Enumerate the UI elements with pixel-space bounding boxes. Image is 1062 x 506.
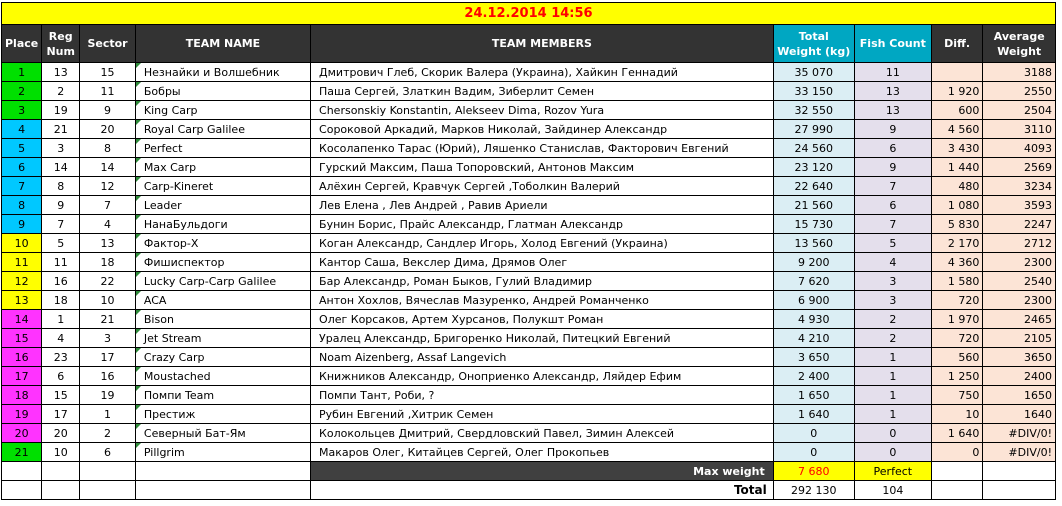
sector-cell[interactable]: 17	[80, 348, 136, 367]
total-weight-cell[interactable]: 13 560	[773, 234, 854, 253]
team-name-cell[interactable]: Perfect	[135, 139, 310, 158]
reg-num-cell[interactable]: 3	[42, 139, 80, 158]
header-team-name[interactable]: TEAM NAME	[135, 25, 310, 63]
total-weight-cell[interactable]: 35 070	[773, 63, 854, 82]
place-cell[interactable]: 12	[2, 272, 42, 291]
place-cell[interactable]: 8	[2, 196, 42, 215]
team-name-cell[interactable]: Jet Stream	[135, 329, 310, 348]
reg-num-cell[interactable]: 18	[42, 291, 80, 310]
team-name-cell[interactable]: Фактор-Х	[135, 234, 310, 253]
table-row	[2, 101, 1056, 120]
team-members-cell[interactable]: Дмитрович Глеб, Скорик Валера (Украина), Хайкин Геннадий	[311, 63, 774, 82]
fish-count-cell[interactable]: 1	[854, 386, 931, 405]
place-cell[interactable]: 3	[2, 101, 42, 120]
total-weight-cell[interactable]: 0	[773, 424, 854, 443]
empty-cell[interactable]	[135, 481, 310, 500]
empty-cell[interactable]	[931, 481, 983, 500]
table-row	[2, 177, 1056, 196]
average-weight-cell[interactable]: 2550	[983, 82, 1056, 101]
diff-cell[interactable]: 480	[931, 177, 983, 196]
header-average-weight[interactable]: Average Weight	[983, 25, 1056, 63]
fish-count-cell[interactable]: 6	[854, 139, 931, 158]
place-cell[interactable]: 17	[2, 367, 42, 386]
average-weight-cell[interactable]: 3110	[983, 120, 1056, 139]
sector-cell[interactable]: 2	[80, 424, 136, 443]
place-cell[interactable]: 11	[2, 253, 42, 272]
reg-num-cell[interactable]: 10	[42, 443, 80, 462]
sector-cell[interactable]: 4	[80, 215, 136, 234]
empty-cell[interactable]	[135, 462, 310, 481]
fish-count-cell[interactable]: 3	[854, 272, 931, 291]
team-members-cell[interactable]: Кантор Саша, Векслер Дима, Дрямов Олег	[311, 253, 774, 272]
team-name-cell[interactable]: Max Carp	[135, 158, 310, 177]
diff-cell[interactable]: 720	[931, 291, 983, 310]
team-members-cell[interactable]: Сороковой Аркадий, Марков Николай, Зайдинер Александр	[311, 120, 774, 139]
empty-cell[interactable]	[42, 462, 80, 481]
reg-num-cell[interactable]: 15	[42, 386, 80, 405]
empty-cell[interactable]	[2, 481, 42, 500]
table-row	[2, 291, 1056, 310]
team-members-cell[interactable]: Noam Aizenberg, Assaf Langevich	[311, 348, 774, 367]
sector-cell[interactable]: 11	[80, 82, 136, 101]
fish-count-cell[interactable]: 7	[854, 177, 931, 196]
diff-cell[interactable]: 5 830	[931, 215, 983, 234]
diff-cell[interactable]: 1 080	[931, 196, 983, 215]
fish-count-cell[interactable]: 9	[854, 120, 931, 139]
results-body	[2, 63, 1056, 462]
average-weight-cell[interactable]: 3188	[983, 63, 1056, 82]
diff-cell[interactable]: 4 560	[931, 120, 983, 139]
total-weight-cell[interactable]: 1 640	[773, 405, 854, 424]
team-members-cell[interactable]: Косолапенко Тарас (Юрий), Ляшенко Станислав, Факторович Евгений	[311, 139, 774, 158]
fish-count-cell[interactable]: 0	[854, 443, 931, 462]
team-members-cell[interactable]: Гурский Максим, Паша Топоровский, Антонов Максим	[311, 158, 774, 177]
average-weight-cell[interactable]: 2300	[983, 253, 1056, 272]
fish-count-cell[interactable]: 6	[854, 196, 931, 215]
header-sector[interactable]: Sector	[80, 25, 136, 63]
place-cell[interactable]: 16	[2, 348, 42, 367]
fish-count-cell[interactable]: 13	[854, 101, 931, 120]
sector-cell[interactable]: 20	[80, 120, 136, 139]
average-weight-cell[interactable]: 2247	[983, 215, 1056, 234]
team-members-cell[interactable]: Лев Елена , Лев Андрей , Равив Ариели	[311, 196, 774, 215]
diff-cell[interactable]: 750	[931, 386, 983, 405]
total-weight-cell[interactable]: 33 150	[773, 82, 854, 101]
diff-cell[interactable]: 1 920	[931, 82, 983, 101]
place-cell[interactable]: 18	[2, 386, 42, 405]
place-cell[interactable]: 20	[2, 424, 42, 443]
diff-cell[interactable]: 10	[931, 405, 983, 424]
table-row	[2, 348, 1056, 367]
reg-num-cell[interactable]: 5	[42, 234, 80, 253]
diff-cell[interactable]: 1 580	[931, 272, 983, 291]
fish-count-cell[interactable]: 11	[854, 63, 931, 82]
sector-cell[interactable]: 21	[80, 310, 136, 329]
total-label[interactable]: Total	[311, 481, 774, 500]
team-name-cell[interactable]: Royal Carp Galilee	[135, 120, 310, 139]
table-row	[2, 253, 1056, 272]
reg-num-cell[interactable]: 6	[42, 367, 80, 386]
header-reg-num[interactable]: Reg Num	[42, 25, 80, 63]
fish-count-cell[interactable]: 13	[854, 82, 931, 101]
date-title: 24.12.2014 14:56	[1, 2, 1056, 24]
reg-num-cell[interactable]: 2	[42, 82, 80, 101]
diff-cell[interactable]: 720	[931, 329, 983, 348]
table-row	[2, 215, 1056, 234]
table-row	[2, 82, 1056, 101]
team-name-cell[interactable]: Престиж	[135, 405, 310, 424]
team-members-cell[interactable]: Рубин Евгений ,Хитрик Семен	[311, 405, 774, 424]
team-name-cell[interactable]: King Carp	[135, 101, 310, 120]
total-weight-cell[interactable]: 3 650	[773, 348, 854, 367]
empty-cell[interactable]	[983, 462, 1056, 481]
reg-num-cell[interactable]: 19	[42, 101, 80, 120]
diff-cell[interactable]	[931, 63, 983, 82]
total-weight-cell[interactable]: 23 120	[773, 158, 854, 177]
empty-cell[interactable]	[42, 481, 80, 500]
average-weight-cell[interactable]: 2540	[983, 272, 1056, 291]
total-weight-cell[interactable]: 9 200	[773, 253, 854, 272]
average-weight-cell[interactable]: 2504	[983, 101, 1056, 120]
fish-count-cell[interactable]: 9	[854, 158, 931, 177]
team-name-cell[interactable]: Carp-Kineret	[135, 177, 310, 196]
sector-cell[interactable]: 3	[80, 329, 136, 348]
total-fish-count[interactable]: 104	[854, 481, 931, 500]
average-weight-cell[interactable]: 3593	[983, 196, 1056, 215]
diff-cell[interactable]: 1 250	[931, 367, 983, 386]
place-cell[interactable]: 4	[2, 120, 42, 139]
total-weight-cell[interactable]: 1 650	[773, 386, 854, 405]
team-name-cell[interactable]: Бобры	[135, 82, 310, 101]
empty-cell[interactable]	[983, 481, 1056, 500]
team-members-cell[interactable]: Помпи Тант, Роби, ?	[311, 386, 774, 405]
results-table	[1, 24, 1056, 500]
place-cell[interactable]: 1	[2, 63, 42, 82]
table-row	[2, 158, 1056, 177]
place-cell[interactable]: 10	[2, 234, 42, 253]
fish-count-cell[interactable]: 3	[854, 291, 931, 310]
empty-cell[interactable]	[2, 462, 42, 481]
total-weight-cell[interactable]: 0	[773, 443, 854, 462]
table-row	[2, 120, 1056, 139]
total-weight-cell[interactable]: 4 930	[773, 310, 854, 329]
table-row	[2, 329, 1056, 348]
max-weight-label[interactable]: Max weight	[311, 462, 774, 481]
sector-cell[interactable]: 12	[80, 177, 136, 196]
team-members-cell[interactable]: Коган Александр, Сандлер Игорь, Холод Евгений (Украина)	[311, 234, 774, 253]
table-row	[2, 234, 1056, 253]
team-members-cell[interactable]: Уралец Александр, Бригоренко Николай, Питецкий Евгений	[311, 329, 774, 348]
reg-num-cell[interactable]: 20	[42, 424, 80, 443]
empty-cell[interactable]	[80, 481, 136, 500]
average-weight-cell[interactable]: 2300	[983, 291, 1056, 310]
reg-num-cell[interactable]: 23	[42, 348, 80, 367]
diff-cell[interactable]: 0	[931, 443, 983, 462]
team-name-cell[interactable]: Фишиспектор	[135, 253, 310, 272]
sector-cell[interactable]: 13	[80, 234, 136, 253]
sector-cell[interactable]: 22	[80, 272, 136, 291]
average-weight-cell[interactable]: #DIV/0!	[983, 443, 1056, 462]
team-name-cell[interactable]: Помпи Team	[135, 386, 310, 405]
place-cell[interactable]: 2	[2, 82, 42, 101]
table-row	[2, 367, 1056, 386]
team-name-cell[interactable]: ACA	[135, 291, 310, 310]
header-fish-count[interactable]: Fish Count	[854, 25, 931, 63]
table-row	[2, 405, 1056, 424]
fish-count-cell[interactable]: 1	[854, 348, 931, 367]
reg-num-cell[interactable]: 1	[42, 310, 80, 329]
diff-cell[interactable]: 4 360	[931, 253, 983, 272]
team-members-cell[interactable]: Алёхин Сергей, Кравчук Сергей ,Тоболкин Валерий	[311, 177, 774, 196]
average-weight-cell[interactable]: 2105	[983, 329, 1056, 348]
table-row	[2, 63, 1056, 82]
total-weight-cell[interactable]: 2 400	[773, 367, 854, 386]
table-row	[2, 443, 1056, 462]
max-weight-team[interactable]: Perfect	[854, 462, 931, 481]
average-weight-cell[interactable]: 3234	[983, 177, 1056, 196]
average-weight-cell[interactable]: 2569	[983, 158, 1056, 177]
sector-cell[interactable]: 1	[80, 405, 136, 424]
fish-count-cell[interactable]: 2	[854, 310, 931, 329]
header-row	[2, 25, 1056, 63]
sector-cell[interactable]: 9	[80, 101, 136, 120]
place-cell[interactable]: 15	[2, 329, 42, 348]
average-weight-cell[interactable]: 4093	[983, 139, 1056, 158]
reg-num-cell[interactable]: 16	[42, 272, 80, 291]
sector-cell[interactable]: 19	[80, 386, 136, 405]
team-members-cell[interactable]: Паша Сергей, Златкин Вадим, Зиберлит Семен	[311, 82, 774, 101]
team-members-cell[interactable]: Олег Корсаков, Артем Хурсанов, Полукшт Роман	[311, 310, 774, 329]
place-cell[interactable]: 19	[2, 405, 42, 424]
average-weight-cell[interactable]: 2712	[983, 234, 1056, 253]
sector-cell[interactable]: 6	[80, 443, 136, 462]
reg-num-cell[interactable]: 11	[42, 253, 80, 272]
diff-cell[interactable]: 3 430	[931, 139, 983, 158]
place-cell[interactable]: 14	[2, 310, 42, 329]
average-weight-cell[interactable]: 3650	[983, 348, 1056, 367]
sector-cell[interactable]: 16	[80, 367, 136, 386]
total-row	[2, 481, 1056, 500]
sector-cell[interactable]: 15	[80, 63, 136, 82]
table-row	[2, 424, 1056, 443]
team-name-cell[interactable]: Pillgrim	[135, 443, 310, 462]
total-weight-cell[interactable]: 24 560	[773, 139, 854, 158]
team-name-cell[interactable]: Bison	[135, 310, 310, 329]
header-place[interactable]: Place	[2, 25, 42, 63]
diff-cell[interactable]: 1 640	[931, 424, 983, 443]
diff-cell[interactable]: 1 440	[931, 158, 983, 177]
table-row	[2, 272, 1056, 291]
fish-count-cell[interactable]: 5	[854, 234, 931, 253]
team-members-cell[interactable]: Бар Александр, Роман Быков, Гулий Владимир	[311, 272, 774, 291]
sector-cell[interactable]: 18	[80, 253, 136, 272]
header-team-members[interactable]: TEAM MEMBERS	[311, 25, 774, 63]
sector-cell[interactable]: 14	[80, 158, 136, 177]
average-weight-cell[interactable]: 1640	[983, 405, 1056, 424]
average-weight-cell[interactable]: 2400	[983, 367, 1056, 386]
total-weight-cell[interactable]: 32 550	[773, 101, 854, 120]
total-weight-cell[interactable]: 27 990	[773, 120, 854, 139]
header-diff[interactable]: Diff.	[931, 25, 983, 63]
reg-num-cell[interactable]: 17	[42, 405, 80, 424]
diff-cell[interactable]: 2 170	[931, 234, 983, 253]
table-row	[2, 139, 1056, 158]
empty-cell[interactable]	[80, 462, 136, 481]
table-row	[2, 386, 1056, 405]
table-row	[2, 196, 1056, 215]
place-cell[interactable]: 9	[2, 215, 42, 234]
team-name-cell[interactable]: Северный Бат-Ям	[135, 424, 310, 443]
team-members-cell[interactable]: Колокольцев Дмитрий, Свердловский Павел, Зимин Алексей	[311, 424, 774, 443]
team-members-cell[interactable]: Антон Хохлов, Вячеслав Мазуренко, Андрей Романченко	[311, 291, 774, 310]
total-weight-cell[interactable]: 4 210	[773, 329, 854, 348]
max-weight-value[interactable]: 7 680	[773, 462, 854, 481]
header-total-weight[interactable]: Total Weight (kg)	[773, 25, 854, 63]
place-cell[interactable]: 7	[2, 177, 42, 196]
total-weight[interactable]: 292 130	[773, 481, 854, 500]
total-weight-cell[interactable]: 6 900	[773, 291, 854, 310]
place-cell[interactable]: 5	[2, 139, 42, 158]
diff-cell[interactable]: 560	[931, 348, 983, 367]
reg-num-cell[interactable]: 21	[42, 120, 80, 139]
sector-cell[interactable]: 10	[80, 291, 136, 310]
fish-count-cell[interactable]: 7	[854, 215, 931, 234]
total-weight-cell[interactable]: 21 560	[773, 196, 854, 215]
reg-num-cell[interactable]: 4	[42, 329, 80, 348]
place-cell[interactable]: 13	[2, 291, 42, 310]
reg-num-cell[interactable]: 8	[42, 177, 80, 196]
average-weight-cell[interactable]: 1650	[983, 386, 1056, 405]
fish-count-cell[interactable]: 1	[854, 367, 931, 386]
average-weight-cell[interactable]: 2465	[983, 310, 1056, 329]
fish-count-cell[interactable]: 1	[854, 405, 931, 424]
total-weight-cell[interactable]: 22 640	[773, 177, 854, 196]
team-name-cell[interactable]: Lucky Carp-Carp Galilee	[135, 272, 310, 291]
team-name-cell[interactable]: Crazy Carp	[135, 348, 310, 367]
team-name-cell[interactable]: Moustached	[135, 367, 310, 386]
reg-num-cell[interactable]: 13	[42, 63, 80, 82]
team-members-cell[interactable]: Бунин Борис, Прайс Александр, Глатман Александр	[311, 215, 774, 234]
average-weight-cell[interactable]: #DIV/0!	[983, 424, 1056, 443]
sector-cell[interactable]: 7	[80, 196, 136, 215]
team-name-cell[interactable]: Leader	[135, 196, 310, 215]
empty-cell[interactable]	[931, 462, 983, 481]
team-members-cell[interactable]: Макаров Олег, Китайцев Сергей, Олег Прокопьев	[311, 443, 774, 462]
total-weight-cell[interactable]: 15 730	[773, 215, 854, 234]
team-members-cell[interactable]: Chersonskiy Konstantin, Alekseev Dima, Rozov Yura	[311, 101, 774, 120]
table-row	[2, 310, 1056, 329]
diff-cell[interactable]: 1 970	[931, 310, 983, 329]
fish-count-cell[interactable]: 0	[854, 424, 931, 443]
reg-num-cell[interactable]: 9	[42, 196, 80, 215]
total-weight-cell[interactable]: 7 620	[773, 272, 854, 291]
reg-num-cell[interactable]: 14	[42, 158, 80, 177]
sector-cell[interactable]: 8	[80, 139, 136, 158]
place-cell[interactable]: 21	[2, 443, 42, 462]
fish-count-cell[interactable]: 2	[854, 329, 931, 348]
reg-num-cell[interactable]: 7	[42, 215, 80, 234]
team-name-cell[interactable]: Незнайки и Волшебник	[135, 63, 310, 82]
place-cell[interactable]: 6	[2, 158, 42, 177]
fish-count-cell[interactable]: 4	[854, 253, 931, 272]
max-weight-row	[2, 462, 1056, 481]
team-name-cell[interactable]: НанаБульдоги	[135, 215, 310, 234]
diff-cell[interactable]: 600	[931, 101, 983, 120]
team-members-cell[interactable]: Книжников Александр, Оноприенко Александр, Ляйдер Ефим	[311, 367, 774, 386]
